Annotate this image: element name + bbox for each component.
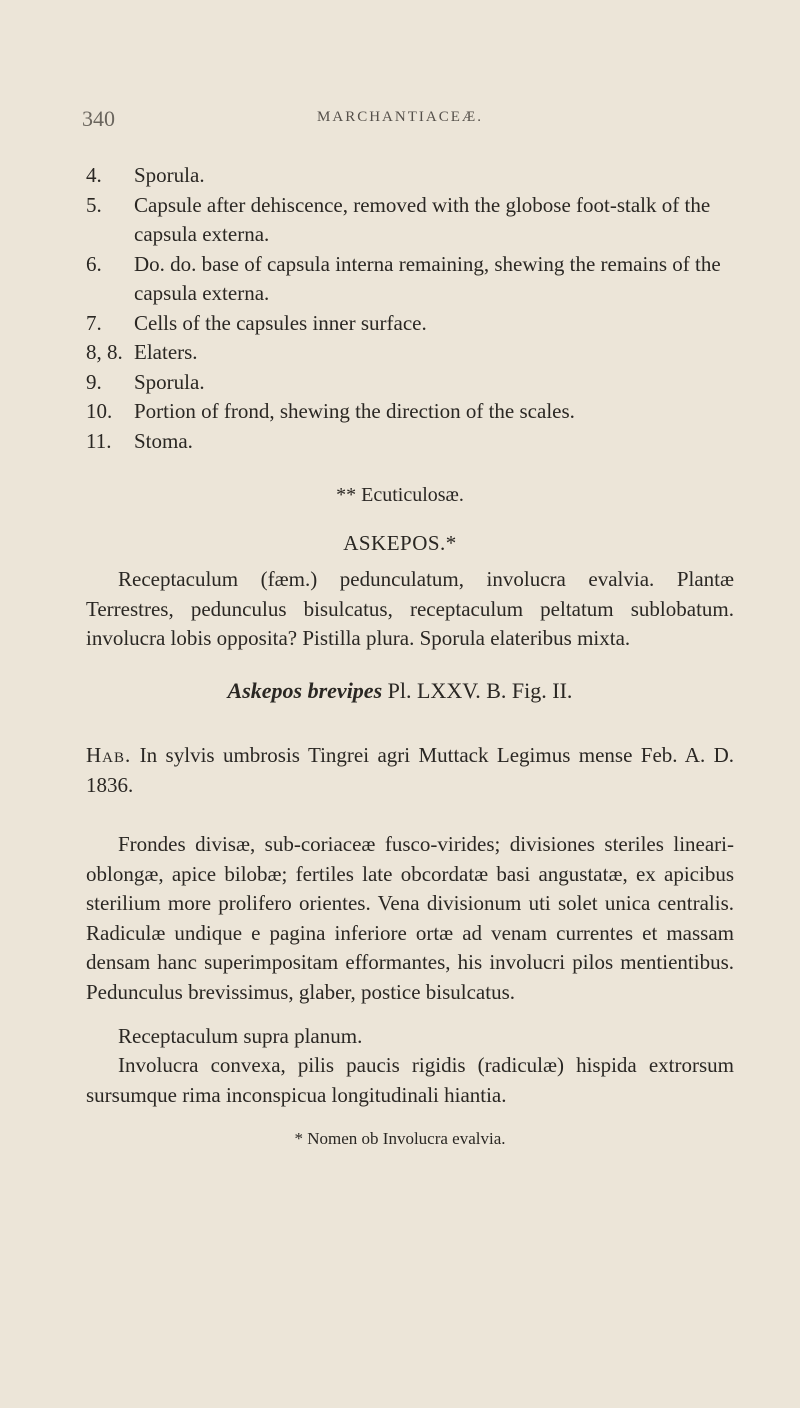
figure-number: 10. [86,399,113,423]
section-heading: ** Ecuticulosæ. [336,484,464,506]
footnote: * Nomen ob Involucra evalvia. [294,1129,506,1148]
habitat-text: In sylvis umbrosis Tingrei agri Muttack Legimus mense Feb. A. D. 1836. [86,743,735,797]
figure-caption: Sporula. [134,163,205,187]
running-title: MARCHANTIACEÆ. [317,109,483,125]
species-heading [0,678,800,704]
receptacle-paragraph: Receptaculum supra planum. [118,1024,363,1048]
involucre-paragraph: Involucra convexa, pilis paucis rigidis (radiculæ) hispida extrorsum sursumque rima inconspicua longitudinali hiantia. [86,1053,734,1107]
list-item [86,309,726,339]
figure-caption: Sporula. [134,369,205,394]
figure-number: 4. [86,163,102,187]
list-item [86,427,726,457]
figure-caption: Cells of the capsules inner surface. [134,310,427,335]
figure-caption: Capsule after dehiscence, removed with the globose foot-stalk of the capsula externa. [134,192,711,246]
description-paragraph: Frondes divisæ, sub-coriaceæ fusco-virides; divisiones steriles lineari-oblongæ, apice bilobæ; fertiles late obcordatæ basi angustatæ, ex apicibus sterilium more prolifero orientes. Vena divisionum uti solet unica centralis. Radiculæ undique e pagina inferiore ortæ ad venam currentes et massam densam hanc superimpositam efformantes, his involucri pilos mentientibus. Pedunculus brevissimus, glaber, postice bisulcatus. [86,832,734,1004]
figure-number: 7. [86,310,102,335]
list-item [86,161,726,191]
list-item [86,397,726,427]
page-header [82,106,718,138]
figure-number: 6. [86,251,102,276]
species-name: Askepos brevipes [227,678,383,703]
figure-caption: Stoma. [134,428,193,453]
genus-description: Receptaculum (fæm.) pedunculatum, involucra evalvia. Plantæ Terrestres, pedunculus bisulcatus, receptaculum peltatum sublobatum. involucra lobis opposita? Pistilla plura. Sporula elateribus mixta. [86,567,734,650]
page-number: 340 [82,106,115,131]
habitat-label: Hab. [86,743,132,767]
list-item [86,250,726,309]
habitat-paragraph [86,741,734,800]
figure-number: 5. [86,192,102,217]
plate-reference: Pl. LXXV. B. Fig. II. [387,678,573,703]
figure-explanation-list [86,161,726,456]
figure-caption: Do. do. base of capsula interna remaining, shewing the remains of the capsula externa. [134,251,721,305]
list-item [86,368,726,398]
figure-number: 8, 8. [86,340,123,364]
figure-caption: Portion of frond, shewing the direction of the scales. [134,399,575,423]
list-item [86,338,726,368]
genus-heading: ASKEPOS.* [343,531,457,555]
figure-caption: Elaters. [134,340,198,364]
figure-number: 11. [86,428,112,453]
list-item [86,191,726,250]
figure-number: 9. [86,369,102,394]
